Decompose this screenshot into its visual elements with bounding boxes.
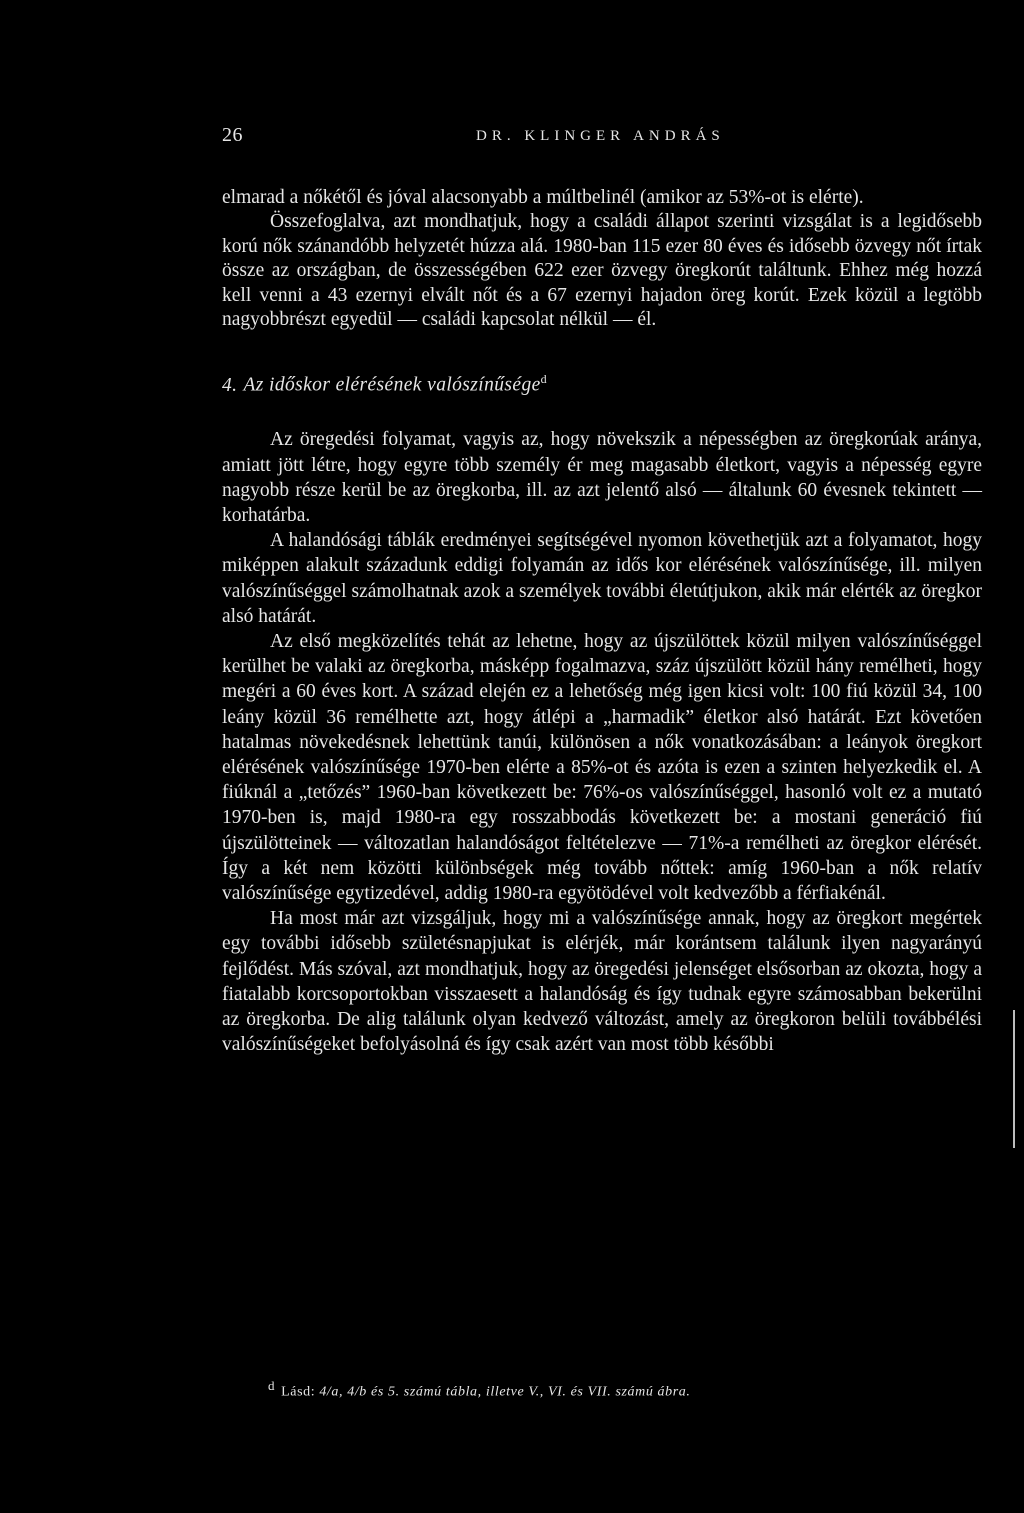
section-paragraph-3: Az első megközelítés tehát az lehetne, hogy az újszülöttek közül milyen valószínűséggel kerülhet be valaki az öregkorba, másképp fogalmazva, száz újszülött közül hány remélheti, hogy megéri a 60 éves kort. A század elején ez a lehetőség még igen kicsi volt: 100 fiú közül 34, 100 leány közül 36 remélhette azt, hogy átlépi a „harmadik” életkor alsó határát. Ezt követően hatalmas növekedésnek lehettünk tanúi, különösen a nők vonatkozásában: a leányok öregkort elérésének valószínűsége 1970-ben elérte a 85%-ot és azóta is ezen a szinten helyezkedik el. A fiúknál a „tetőzés” 1960-ban következett be: 76%-os valószínűséggel, hasonló volt ez a mutató 1970-ben is, majd 1980-ra egy rosszabbodás következett be: a mostani generáció fiú újszülötteinek — változatlan halandóságot feltételezve — 71%-a remélheti az öregkor elérését. Így a két nem közötti különbségek még tovább nőttek: amíg 1960-ban a nők relatív valószínűsége egytizedével, addig 1980-ra egyötödével volt kedvezőbb a férfiakénál.: [222, 630, 982, 904]
section-title: Az időskor elérésének valószínűsége: [243, 374, 541, 396]
footnote-references: 4/a, 4/b és 5. számú tábla, illetve V., VI. és VII. számú ábra.: [319, 1384, 691, 1400]
footnote: [268, 1378, 691, 1401]
section-heading: [222, 367, 982, 398]
section-paragraph-2: A halandósági táblák eredményei segítségével nyomon követhetjük azt a folyamatot, hogy miképpen alakult századunk eddigi folyamán az idős kor elérésének valószínűsége, ill. milyen valószínűséggel számolhatnak azok a személyek további életútjukon, akik már elérték az öregkor alsó határát.: [222, 530, 982, 627]
running-head: DR. KLINGER ANDRÁS: [476, 128, 725, 144]
section-body: [222, 427, 982, 1057]
intro-paragraph-summary: Összefoglalva, azt mondhatjuk, hogy a családi állapot szerinti vizsgálat is a legidősebb korú nők szánandóbb helyzetét húzza alá. 1980-ban 115 ezer 80 éves és idősebb özvegy nőt írtak össze az országban, de összességében 622 ezer özvegy öregkorút találtunk. Ehhez még hozzá kell venni a 43 ezernyi elvált nőt és a 67 ezernyi hajadon öreg korút. Ezek közül a legtöbb nagyobbrészt egyedül — családi kapcsolat nélkül — él.: [222, 211, 982, 331]
section-paragraph-1: Az öregedési folyamat, vagyis az, hogy növekszik a népességben az öregkorúak aránya, amiatt jött létre, hogy egyre több személy ér meg magasabb életkort, vagyis a népesség egyre nagyobb része kerül be az öregkorba, ill. az azt jelentő alsó — általunk 60 évesnek tekintett — korhatárba.: [222, 429, 982, 526]
page-header: [222, 124, 982, 154]
footnote-mark: d: [268, 1378, 276, 1393]
footnote-lead: Lásd:: [281, 1384, 316, 1400]
intro-paragraph-continued: elmarad a nőkétől és jóval alacsonyabb a múltbelinél (amikor az 53%-ot is elérte).: [222, 187, 864, 208]
section-number: 4.: [222, 374, 238, 396]
scan-edge-line: [1013, 1010, 1015, 1148]
section-paragraph-4: Ha most már azt vizsgáljuk, hogy mi a valószínűsége annak, hogy az öregkort megértek egy további idősebb születésnapjukat is elérjék, már korántsem találunk ilyen nagyarányú fejlődést. Más szóval, azt mondhatjuk, hogy az öregedési jelenséget elsősorban az okozta, hogy a fiatalabb korcsoportokban visszaesett a halandóság és így tudnak egyre számosabban bekerülni az öregkorba. De alig találunk olyan kedvező változást, amely az öregkoron belüli továbbélési valószínűségeket befolyásolná és így csak azért van most több későbbi: [222, 908, 982, 1056]
section-footnote-mark: d: [540, 372, 548, 387]
body-text: [222, 186, 982, 1057]
page-number: 26: [222, 124, 243, 146]
